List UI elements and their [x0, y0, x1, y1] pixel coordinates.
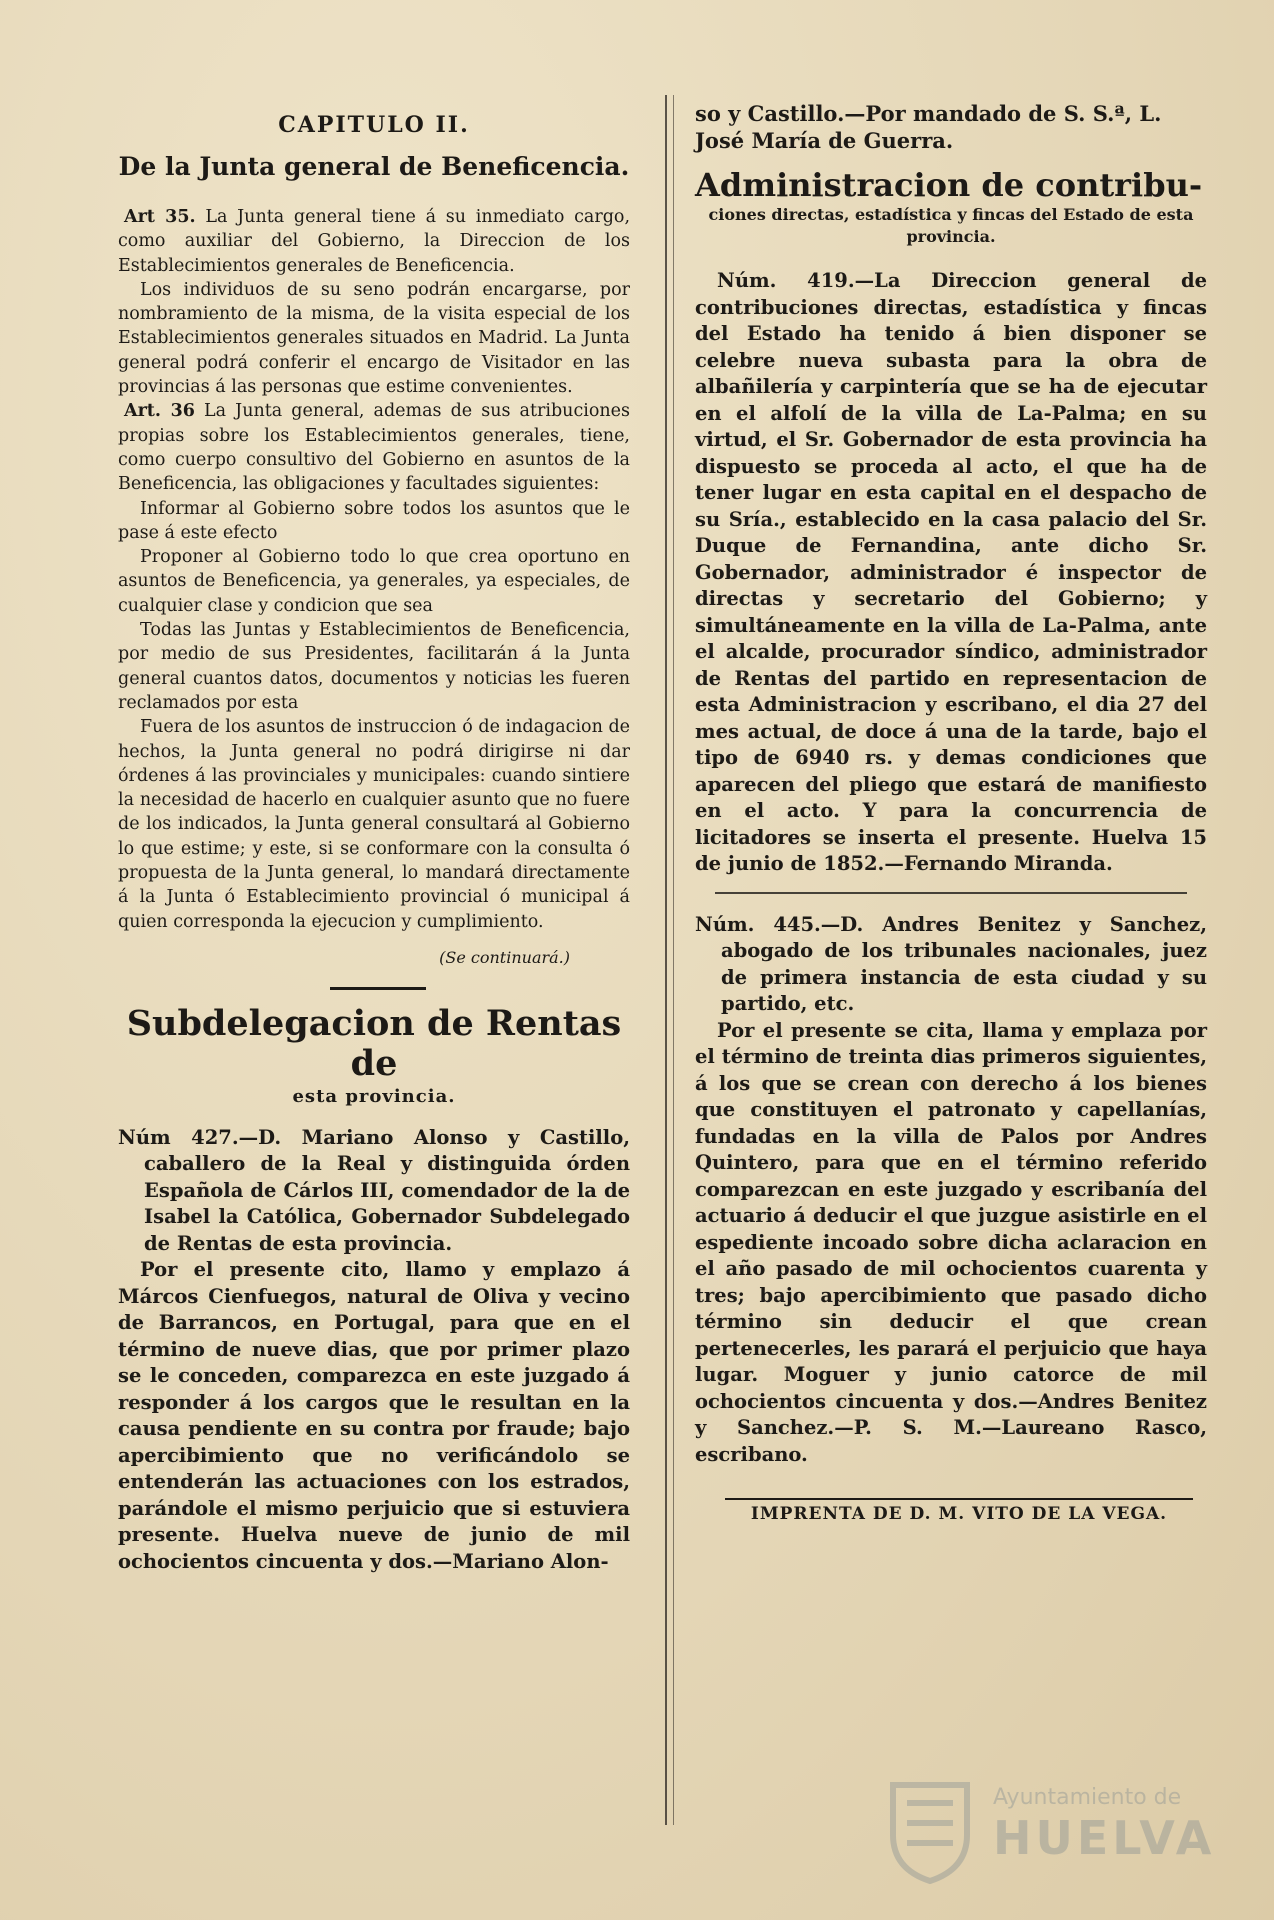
subdelegacion-subtitle: esta provincia.: [292, 1085, 456, 1107]
right-column: [695, 100, 1207, 1524]
watermark-small-text: Ayuntamiento de: [993, 1785, 1182, 1810]
art36-paragraph: [118, 399, 630, 496]
num419-notice: Núm. 419.—La Direccion general de contribuciones directas, estadística y fincas del Estado ha tenido á bien disponer se celebre nueva subasta para la obra de albañilería y carpintería que se ha de ejecutar en el alfolí de la villa de La-Palma; en su virtud, el Sr. Gobernador de esta provincia ha dispuesto se proceda al acto, el que ha de tener lugar en esta capital en el despacho de su Sría., establecido en la casa palacio del Sr. Duque de Fernandina, ante dicho Sr. Gobernador, administrador é inspector de directas y secretario del Gobierno; y simultáneamente en la villa de La-Palma, ante el alcalde, procurador síndico, administrador de Rentas del partido en representacion de esta Administracion y escribano, el dia 27 del mes actual, de doce á una de la tarde, bajo el tipo de 6940 rs. y demas condiciones que aparecen del pliego que estará de manifiesto en el acto. Y para la concurrencia de licitadores se inserta el presente. Huelva 15 de junio de 1852.—Fernando Miranda.: [695, 269, 1207, 875]
num445-body: Por el presente se cita, llama y emplaza por el término de treinta dias primeros siguientes, á los que se crean con derecho á los bienes que constituyen el patronato y capellanías, fundadas en la villa de Palos por Andres Quintero, para que en el término referido comparezcan en este juzgado y escribanía del actuario á deducir el que juzgue asistirle en el espediente incoado sobre dicha aclaracion en el año pasado de mil ochocientos cuarenta y tres; bajo apercibimiento que pasado dicho término sin deducir el que crean pertenecerles, les parará el perjuicio que haya lugar. Moguer y junio catorce de mil ochocientos cincuenta y dos.—Andres Benitez y Sanchez.—P. S. M.—Laureano Rasco, escribano.: [695, 1018, 1207, 1466]
administracion-subtitle: ciones directas, estadística y fincas del Estado de esta provincia.: [708, 205, 1194, 246]
art36-text: La Junta general, ademas de sus atribuciones propias sobre los Establecimientos generales, tiene, como cuerpo consultivo del Gobierno en asuntos de la Beneficencia, las obligaciones y facultades siguientes:: [118, 401, 630, 495]
administracion-title: Administracion de contribu-: [695, 166, 1203, 204]
art36-item-2: Proponer al Gobierno todo lo que crea oportuno en asuntos de Beneficencia, ya generales, ya especiales, de cualquier clase y condicion que sea: [118, 547, 630, 616]
left-column: [118, 100, 630, 1575]
num445-heading: Núm. 445.—D. Andres Benitez y Sanchez, abogado de los tribunales nacionales, juez de primera instancia de esta ciudad y su partido, etc.: [695, 912, 1207, 1015]
shield-icon: [885, 1779, 975, 1885]
num427-body: Por el presente cito, llamo y emplazo á Márcos Cienfuegos, natural de Oliva y vecino de Barrancos, en Portugal, para que en el término de nueve dias, que por primer plazo se le conceden, comparezca en este juzgado á responder á los cargos que le resultan en la causa pendiente en su contra por fraude; bajo apercibimiento que no verificándolo se entenderán las actuaciones con los estrados, parándole el mismo perjuicio que si estuviera presente. Huelva nueve de junio de mil ochocientos cincuenta y dos.—Mariano Alon-: [118, 1258, 630, 1573]
watermark-big-text: HUELVA: [993, 1811, 1216, 1865]
section-title: De la Junta general de Beneficencia.: [118, 152, 630, 181]
art35-label: Art 35.: [124, 207, 196, 227]
num427-continuation: so y Castillo.—Por mandado de S. S.ª, L. José María de Guerra.: [695, 101, 1162, 153]
archive-watermark: [885, 1775, 1215, 1895]
subdelegacion-title: Subdelegacion de Rentas de: [126, 1002, 622, 1084]
printer-imprint: IMPRENTA DE D. M. VITO DE LA VEGA.: [725, 1498, 1193, 1524]
notice-separator: [715, 892, 1187, 894]
art35-text: La Junta general tiene á su inmediato cargo, como auxiliar del Gobierno, la Direccion de los Establecimientos generales de Beneficencia.: [118, 207, 631, 276]
art36-item-4: Fuera de los asuntos de instruccion ó de indagacion de hechos, la Junta general no podrá dirigirse ni dar órdenes á las provinciales y municipales: cuando sintiere la necesidad de hacerlo en cualquier asunto que no fuere de los indicados, la Junta general consultará al Gobierno lo que estime; y este, si se conformare con la consulta ó propuesta de la Junta general, lo mandará directamente á la Junta ó Establecimiento provincial ó municipal á quien corresponda la ejecucion y cumplimiento.: [118, 717, 630, 932]
continuara-note: (Se continuará.): [439, 947, 570, 967]
art36-label: Art. 36: [124, 401, 195, 422]
chapter-heading: CAPITULO II.: [278, 112, 470, 138]
art35-paragraph: [118, 205, 630, 278]
column-divider: [665, 95, 667, 1825]
column-divider-thin: [673, 95, 674, 1825]
art35-paragraph-2: Los individuos de su seno podrán encargarse, por nombramiento de la misma, de la visita especial de los Establecimientos generales situados en Madrid. La Junta general podrá conferir el encargo de Visitador en las provincias á las personas que estime convenientes.: [118, 279, 630, 398]
art36-item-3: Todas las Juntas y Establecimientos de Beneficencia, por medio de sus Presidentes, facilitarán á la Junta general cuantos datos, documentos y noticias les fueren reclamados por esta: [118, 620, 630, 713]
art36-item-1: Informar al Gobierno sobre todos los asuntos que le pase á este efecto: [118, 498, 630, 543]
section-separator: [330, 987, 426, 990]
num427-heading: Núm 427.—D. Mariano Alonso y Castillo, caballero de la Real y distinguida órden Española de Cárlos III, comendador de la de Isabel la Católica, Gobernador Subdelegado de Rentas de esta provincia.: [118, 1125, 630, 1255]
